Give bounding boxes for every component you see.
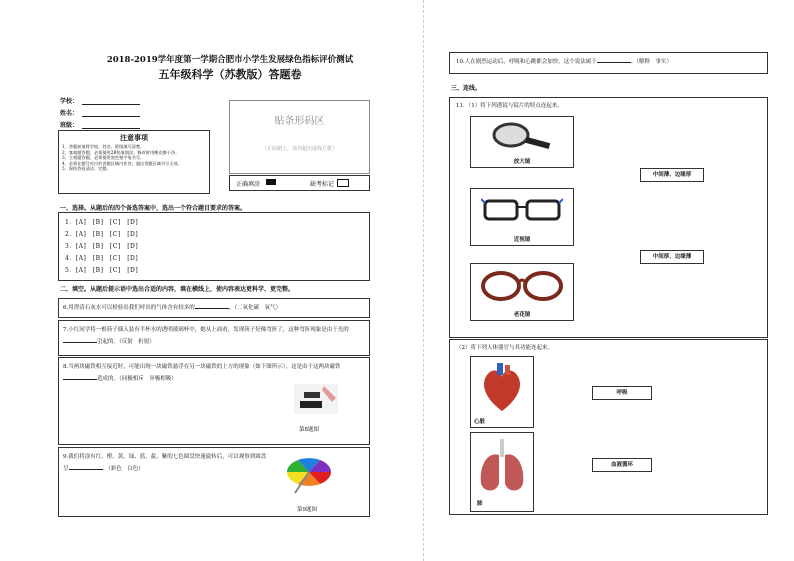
notice-item: 4、必须在题号对应的答题区域内作答，超出答题区域书写无效。: [62, 160, 182, 166]
mc-row[interactable]: 4．[A] [B] [C] [D]: [65, 255, 139, 262]
q11-part1-text: 11．（1）将下列透镜与镜片的特点连起来。: [456, 103, 563, 109]
lungs-icon: [477, 437, 527, 495]
school-field[interactable]: [60, 96, 140, 105]
lens-label: 老花镜: [513, 312, 531, 318]
q11-part1-box: [449, 97, 768, 338]
lens-feature-box[interactable]: 中间厚、边缘薄: [640, 250, 704, 264]
q10-options: 。（解释 事实）: [630, 59, 673, 65]
question-9: [58, 447, 370, 517]
question-6: [58, 298, 370, 318]
magnifier-card[interactable]: [470, 116, 574, 168]
mc-answer-box: [58, 212, 370, 281]
q9-caption: 第9题图: [297, 507, 317, 513]
lens-label: 放大镜: [513, 159, 531, 165]
lens-feature-box[interactable]: 中间薄、边缘厚: [640, 168, 704, 182]
organ-function-box[interactable]: 呼吸: [592, 386, 652, 400]
q10-text: 10.人在剧烈运动后，呼吸和心跳都会加快。这个说法属于: [456, 59, 597, 65]
q8-answer-blank[interactable]: [63, 373, 97, 380]
mc-row[interactable]: 2．[A] [B] [C] [D]: [65, 231, 139, 238]
q8-options: 造成的。（同极相斥 异极相吸）: [97, 376, 177, 382]
barcode-hint: （正面朝上，请勿超出虚线方框）: [261, 146, 337, 152]
notice-box: [58, 130, 210, 194]
barcode-area: [229, 100, 370, 174]
class-field[interactable]: [60, 120, 140, 129]
mc-row[interactable]: 3．[A] [B] [C] [D]: [65, 243, 139, 250]
question-8: [58, 357, 370, 445]
notice-item: 2、客观题答题，必须使用2B铅笔填涂，修改时用橡皮擦干净。: [62, 149, 180, 155]
magnet-image: [294, 384, 338, 414]
class-label: 班级：: [60, 122, 79, 129]
filled-mark-icon: [266, 179, 276, 185]
section2-heading: 二、填空。从题后提示语中选出合适的内容，填在横线上，使内容表达更科学、更完整。: [60, 286, 295, 293]
lungs-card[interactable]: [470, 432, 534, 512]
q6-answer-blank[interactable]: [195, 302, 229, 309]
mc-row[interactable]: 5．[A] [B] [C] [D]: [65, 267, 139, 274]
heart-card[interactable]: [470, 356, 534, 428]
name-label: 姓名：: [60, 110, 79, 117]
q7-answer-blank[interactable]: [63, 336, 97, 343]
q10-answer-blank[interactable]: [597, 56, 631, 63]
barcode-title: 贴条形码区: [274, 116, 325, 127]
q7-options: 引起的。（反射 折射）: [97, 339, 155, 345]
correct-fill-label: 正确填涂: [236, 181, 261, 188]
q9-options: 。（彩色 白色）: [102, 466, 144, 472]
section3-heading: 三、连线。: [451, 85, 482, 92]
notice-item: 5、保持答卷清洁、完整。: [62, 166, 111, 172]
organ-label: 心脏: [474, 419, 486, 425]
glasses-icon: [479, 268, 565, 302]
question-10: [449, 52, 768, 74]
q9-text: 9.我们将涂有红、橙、黄、绿、蓝、靛、紫的七色圆盘快速旋转后，可以观察到圆盘呈: [63, 454, 267, 472]
color-wheel-image: [281, 452, 337, 494]
glasses-icon: [481, 195, 563, 225]
lens-label: 近视镜: [513, 237, 531, 243]
section1-heading: 一、选择。从题后的四个备选答案中，选出一个符合题目要求的答案。: [60, 205, 247, 212]
organ-label: 肺: [477, 501, 483, 507]
page-divider: [423, 0, 425, 561]
q8-caption: 第8题图: [299, 427, 319, 433]
myopia-glasses-card[interactable]: [470, 188, 574, 246]
question-7: [58, 320, 370, 356]
q6-text: 6.用澄清石灰水可以检验出我们呼出的气体含有较多的: [63, 305, 195, 311]
q7-text: 7.小红同学将一根筷子插入装有半杯水的透明玻璃杯中，她从上面看，发现筷子好像弯折了，这种弯折现象是由于光的: [63, 327, 349, 333]
exam-subtitle: 五年级科学（苏教版）答题卷: [158, 68, 302, 81]
q6-options: 。（二氧化碳 氧气）: [228, 305, 282, 311]
q8-text: 8.当两块磁铁相互接近时，可能出现一块磁铁悬浮在另一块磁铁的上方的现象（如下图所示），这是由于这两块磁铁: [63, 364, 341, 370]
q11-part2-box: [449, 339, 768, 515]
heart-icon: [479, 361, 525, 413]
q11-part2-text: （2）将下列人体器官与其功能连起来。: [456, 345, 554, 351]
notice-title: 注意事项: [120, 133, 148, 142]
notice-item: 3、主观题答题，必须使用黑色签字笔书写。: [62, 155, 145, 161]
presbyopia-glasses-card[interactable]: [470, 263, 574, 321]
q9-answer-blank[interactable]: [69, 463, 103, 470]
notice-item: 1、答题前请将学校、姓名、班级填写清楚。: [62, 144, 145, 149]
school-label: 学校：: [60, 98, 79, 105]
fill-legend: [229, 175, 370, 191]
magnifier-icon: [491, 121, 553, 153]
absent-mark-label: 缺考标记: [310, 181, 335, 188]
name-field[interactable]: [60, 108, 140, 117]
exam-title: 2018-2019学年度第一学期合肥市小学生发展绿色指标评价测试: [106, 55, 354, 65]
mc-row[interactable]: 1．[A] [B] [C] [D]: [65, 219, 139, 226]
absent-mark-checkbox[interactable]: [337, 179, 349, 187]
organ-function-box[interactable]: 血液循环: [592, 458, 652, 472]
